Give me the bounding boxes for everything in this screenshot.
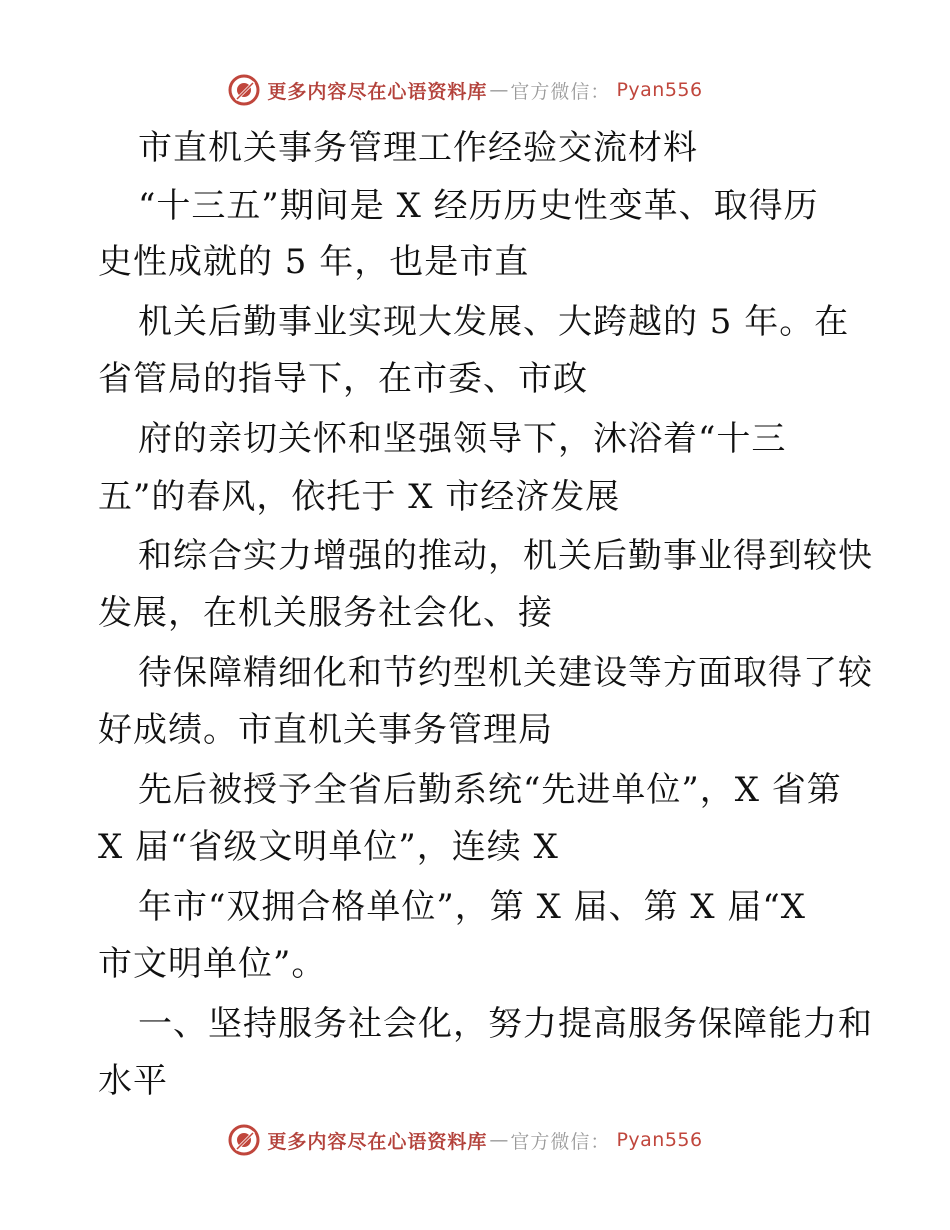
section-heading: 一、坚持服务社会化，努力提高服务保障能力和 xyxy=(138,1004,873,1044)
brand-logo-icon xyxy=(227,73,261,107)
body-line: 好成绩。市直机关事务管理局 xyxy=(98,710,553,750)
body-line: 史性成就的 5 年，也是市直 xyxy=(98,242,530,282)
brand-logo-icon xyxy=(227,1123,261,1157)
body-line: 五”的春风，依托于 X 市经济发展 xyxy=(98,477,621,517)
body-line: 府的亲切关怀和坚强领导下，沐浴着“十三 xyxy=(138,419,787,459)
body-line: X 届“省级文明单位”，连续 X xyxy=(98,827,559,867)
body-line: 先后被授予全省后勤系统“先进单位”，X 省第 xyxy=(138,770,842,810)
body-line: 水平 xyxy=(98,1061,168,1101)
watermark-contact-label: 官方微信： xyxy=(510,80,611,103)
watermark-separator: — xyxy=(489,79,509,101)
body-line: “十三五”期间是 X 经历历史性变革、取得历 xyxy=(138,186,819,226)
body-line: 和综合实力增强的推动，机关后勤事业得到较快 xyxy=(138,536,873,576)
document-title: 市直机关事务管理工作经验交流材料 xyxy=(138,128,698,168)
header-watermark xyxy=(0,70,950,110)
watermark-brand: 更多内容尽在心语资料库 xyxy=(267,80,488,103)
body-line: 市文明单位”。 xyxy=(98,944,327,984)
body-line: 省管局的指导下，在市委、市政 xyxy=(98,359,588,399)
body-line: 待保障精细化和节约型机关建设等方面取得了较 xyxy=(138,653,873,693)
footer-watermark xyxy=(0,1120,950,1160)
body-line: 机关后勤事业实现大发展、大跨越的 5 年。在 xyxy=(138,302,850,342)
watermark-contact-label: 官方微信： xyxy=(510,1130,611,1153)
body-line: 发展，在机关服务社会化、接 xyxy=(98,593,553,633)
watermark-contact-id: Pyan556 xyxy=(616,1129,703,1151)
watermark-separator: — xyxy=(489,1129,509,1151)
watermark-brand: 更多内容尽在心语资料库 xyxy=(267,1130,488,1153)
watermark-contact-id: Pyan556 xyxy=(616,79,703,101)
body-line: 年市“双拥合格单位”，第 X 届、第 X 届“X xyxy=(138,887,806,927)
